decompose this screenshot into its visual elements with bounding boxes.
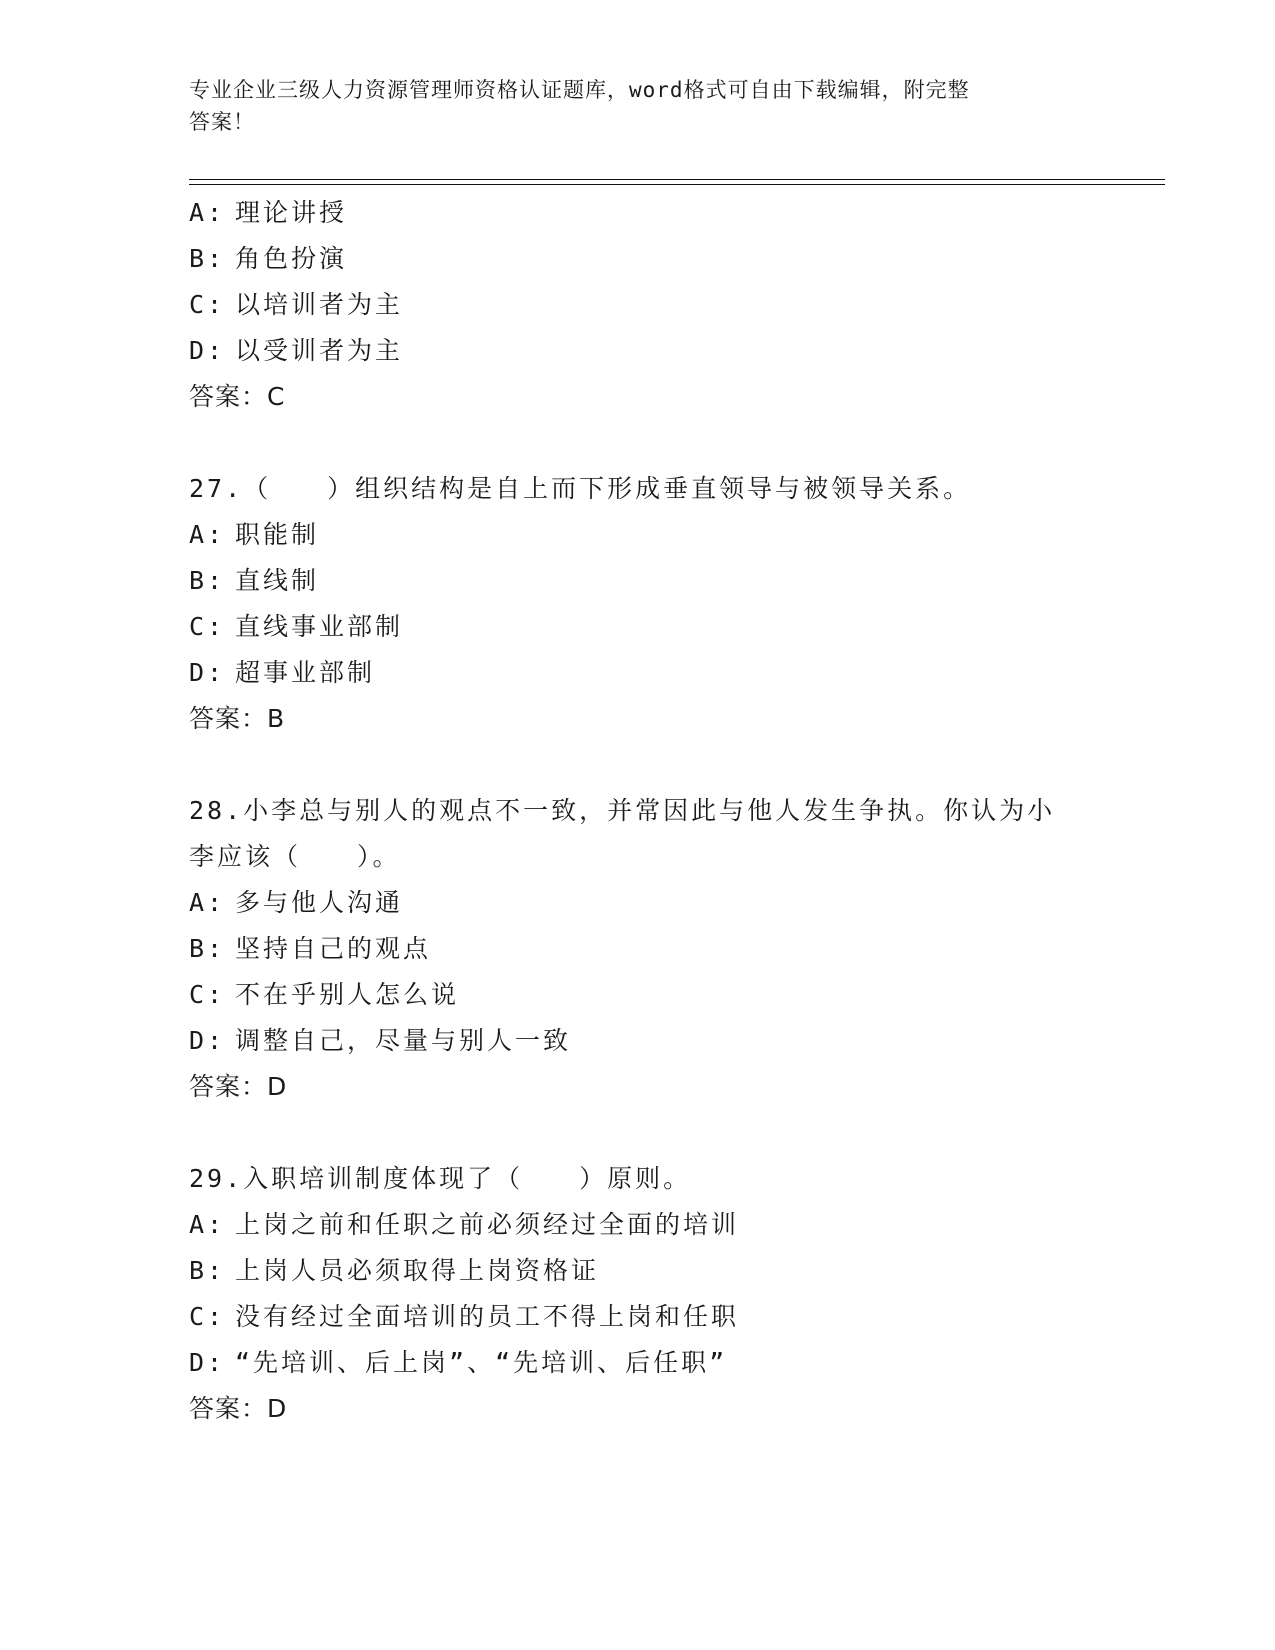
option-b: B: 直线制 [189, 566, 320, 595]
question-list [189, 190, 1149, 1432]
question-stem-line-1: 28.小李总与别人的观点不一致，并常因此与他人发生争执。你认为小 [189, 796, 1056, 825]
document-header [189, 74, 1079, 138]
question-26-continued [189, 190, 1149, 420]
option-b: B: 角色扮演 [189, 244, 348, 273]
option-a: A: 上岗之前和任职之前必须经过全面的培训 [189, 1210, 740, 1239]
option-c: C: 不在乎别人怎么说 [189, 980, 460, 1009]
option-d: D: 以受训者为主 [189, 336, 404, 365]
header-divider-bottom [189, 184, 1165, 185]
option-d: D: 调整自己，尽量与别人一致 [189, 1026, 572, 1055]
option-a: A: 多与他人沟通 [189, 888, 404, 917]
header-line-2: 答案！ [189, 110, 255, 134]
question-29 [189, 1156, 1149, 1432]
option-c: C: 以培训者为主 [189, 290, 404, 319]
option-d: D: 超事业部制 [189, 658, 376, 687]
question-stem-line-2: 李应该（ ）。 [189, 842, 401, 871]
question-stem: 27.（ ）组织结构是自上而下形成垂直领导与被领导关系。 [189, 474, 972, 503]
option-a: A: 职能制 [189, 520, 320, 549]
answer-line: 答案：D [189, 1394, 288, 1423]
option-d: D: “先培训、后上岗”、“先培训、后任职” [189, 1348, 728, 1377]
answer-line: 答案：D [189, 1072, 288, 1101]
header-line-1: 专业企业三级人力资源管理师资格认证题库，word格式可自由下载编辑，附完整 [189, 78, 970, 102]
option-b: B: 坚持自己的观点 [189, 934, 432, 963]
question-stem: 29.入职培训制度体现了（ ）原则。 [189, 1164, 692, 1193]
option-c: C: 直线事业部制 [189, 612, 404, 641]
answer-line: 答案：C [189, 382, 286, 411]
option-b: B: 上岗人员必须取得上岗资格证 [189, 1256, 600, 1285]
question-28 [189, 788, 1149, 1110]
option-a: A: 理论讲授 [189, 198, 348, 227]
option-c: C: 没有经过全面培训的员工不得上岗和任职 [189, 1302, 740, 1331]
answer-line: 答案：B [189, 704, 286, 733]
header-divider-top [189, 179, 1165, 180]
question-27 [189, 466, 1149, 742]
